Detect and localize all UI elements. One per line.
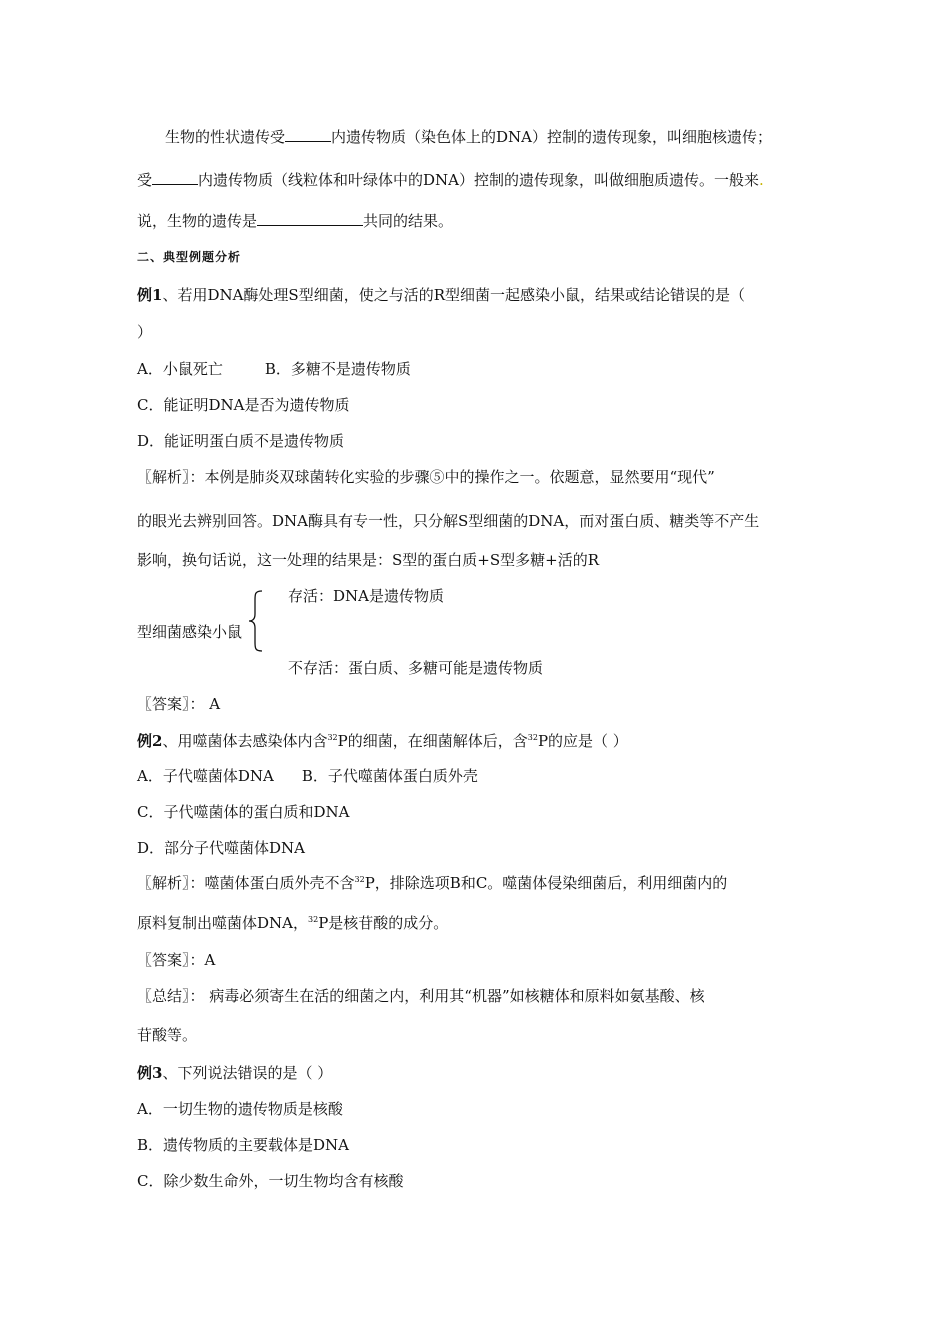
analysis-line: 影响，换句话说，这一处理的结果是：S型的蛋白质+S型多糖+活的R	[137, 551, 599, 569]
analysis-line	[137, 873, 727, 893]
analysis-text: 〖解析〗：噬菌体蛋白质外壳不含	[137, 874, 355, 892]
example-1-question	[137, 285, 745, 305]
superscript: 32	[308, 915, 319, 924]
option-a: A．小鼠死亡	[137, 360, 223, 378]
example-label: 例3	[137, 1064, 163, 1082]
option-a: A．一切生物的遗传物质是核酸	[137, 1100, 343, 1118]
dot-mark: .	[759, 171, 764, 189]
option-c: C．能证明DNA是否为遗传物质	[137, 396, 350, 414]
superscript: 32	[527, 733, 538, 742]
summary-line: 〖总结〗： 病毒必须寄生在活的细菌之内，利用其“机器”如核糖体和原料如氨基酸、核	[137, 987, 705, 1005]
analysis-text: P是核苷酸的成分。	[318, 914, 449, 932]
fill-blank	[285, 127, 331, 142]
question-text: 、若用DNA酶处理S型细菌，使之与活的R型细菌一起感染小鼠，结果或结论错误的是（	[162, 286, 745, 304]
option-d: D．部分子代噬菌体DNA	[137, 839, 306, 857]
option-c: C．除少数生命外，一切生物均含有核酸	[137, 1172, 404, 1190]
analysis-text: 原料复制出噬菌体DNA，	[137, 914, 308, 932]
intro-line-3	[137, 211, 453, 231]
option-d: D．能证明蛋白质不是遗传物质	[137, 432, 345, 450]
answer-line: 〖答案〗：A	[137, 951, 216, 969]
superscript: 32	[354, 875, 365, 884]
example-3-question	[137, 1063, 332, 1083]
brace-left-text: 型细菌感染小鼠	[137, 623, 243, 641]
option-row	[137, 359, 411, 379]
section-heading: 二、典型例题分析	[137, 250, 242, 264]
analysis-line: 〖解析〗：本例是肺炎双球菌转化实验的步骤⑤中的操作之一。依题意，显然要用“现代”	[137, 468, 715, 486]
analysis-line: 的眼光去辨别回答。DNA酶具有专一性，只分解S型细菌的DNA，而对蛋白质、糖类等不产生	[137, 512, 760, 530]
question-text: 、用噬菌体去感染体内含	[162, 732, 328, 750]
option-a: A．子代噬菌体DNA	[137, 767, 274, 785]
option-b: B．遗传物质的主要载体是DNA	[137, 1136, 350, 1154]
answer-line: 〖答案〗： A	[137, 695, 221, 713]
question-text: 、下列说法错误的是（ ）	[162, 1064, 333, 1082]
option-c: C．子代噬菌体的蛋白质和DNA	[137, 803, 350, 821]
brace-bottom-text: 不存活：蛋白质、多糖可能是遗传物质	[288, 659, 544, 677]
option-b: B．子代噬菌体蛋白质外壳	[301, 767, 478, 785]
fill-blank	[257, 211, 363, 226]
intro-text: 生物的性状遗传受	[165, 128, 286, 146]
analysis-text: P，排除选项B和C。噬菌体侵染细菌后，利用细菌内的	[364, 874, 728, 892]
fill-blank	[152, 170, 198, 185]
analysis-line	[137, 913, 448, 933]
intro-text: 内遗传物质（染色体上的DNA）控制的遗传现象，叫细胞核遗传；	[331, 128, 773, 146]
example-2-question	[137, 731, 628, 751]
intro-line-2	[137, 170, 764, 190]
intro-text: 受	[137, 171, 153, 189]
intro-text: 共同的结果。	[363, 212, 454, 230]
intro-line-1	[165, 127, 772, 147]
question-text: P的应是（ ）	[537, 732, 628, 750]
brace-top-text: 存活：DNA是遗传物质	[288, 587, 444, 605]
summary-line: 苷酸等。	[137, 1026, 198, 1044]
question-text: P的细菌，在细菌解体后，含	[337, 732, 528, 750]
example-label: 例1	[137, 286, 163, 304]
example-label: 例2	[137, 732, 163, 750]
option-b: B．多糖不是遗传物质	[264, 360, 411, 378]
question-paren: ）	[137, 323, 153, 341]
curly-brace	[246, 590, 266, 652]
intro-text: 内遗传物质（线粒体和叶绿体中的DNA）控制的遗传现象，叫做细胞质遗传。一般来	[198, 171, 760, 189]
option-row	[137, 766, 478, 786]
intro-text: 说，生物的遗传是	[137, 212, 258, 230]
superscript: 32	[327, 733, 338, 742]
